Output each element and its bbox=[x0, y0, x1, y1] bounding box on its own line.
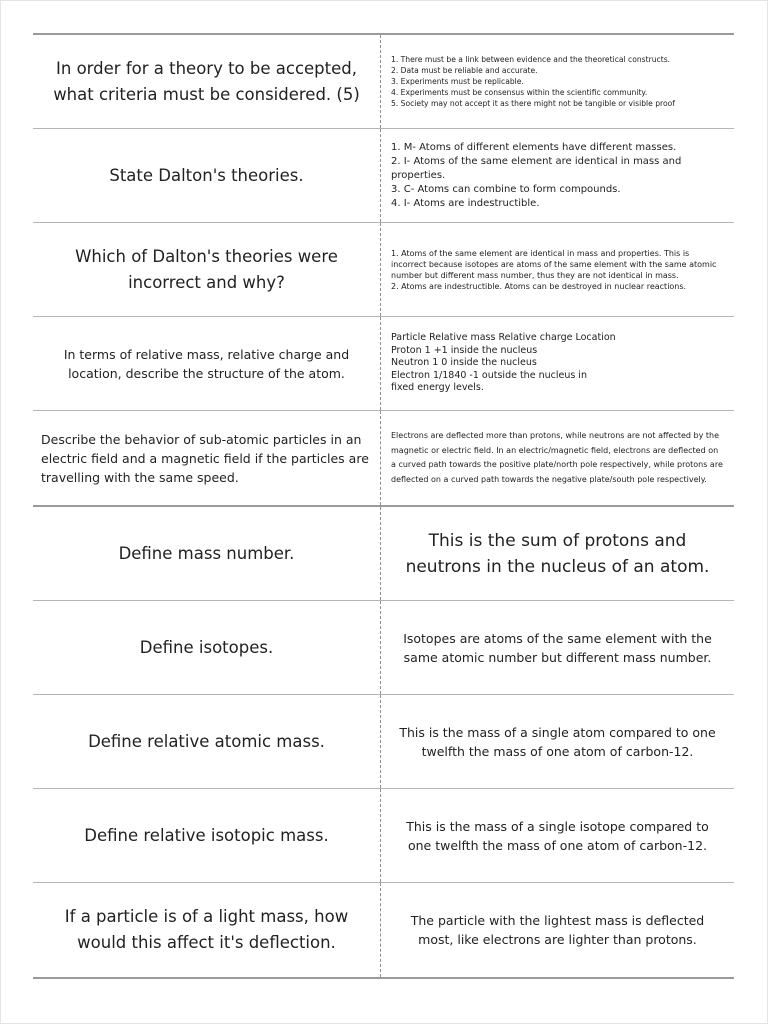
flashcard-question: State Dalton's theories. bbox=[33, 129, 381, 222]
flashcard-answer: Isotopes are atoms of the same element with the same atomic number but different mass number. bbox=[403, 630, 712, 665]
flashcard-answer: This is the mass of a single isotope compared to one twelfth the mass of one atom of carbon-12. bbox=[406, 818, 709, 853]
flashcard bbox=[33, 601, 734, 695]
flashcard-group-bottom bbox=[33, 507, 734, 979]
flashcard bbox=[33, 789, 734, 883]
flashcard-answer: The particle with the lightest mass is deflected most, like electrons are lighter than protons. bbox=[410, 913, 705, 947]
flashcard-answer: 1. There must be a link between evidence and the theoretical constructs. 2. Data must be reliable and accurate. 3. Experiments must be replicable. 4. Experiments must be consensus within the scientific community. 5. Society may not accept it as there might not be tangible or visible proof bbox=[391, 55, 675, 108]
flashcard bbox=[33, 35, 734, 129]
flashcard-question: Define isotopes. bbox=[33, 601, 381, 694]
flashcard-question: Define relative atomic mass. bbox=[33, 695, 381, 788]
flashcard-answer: 1. Atoms of the same element are identical in mass and properties. This is incorrect because isotopes are atoms of the same element with the same atomic number but different mass number, thus they are not identical in mass. 2. Atoms are indestructible. Atoms can be destroyed in nuclear reactions. bbox=[391, 248, 717, 291]
flashcard-question: Which of Dalton's theories were incorrect and why? bbox=[33, 223, 381, 316]
flashcard-question: Define relative isotopic mass. bbox=[33, 789, 381, 882]
flashcard-answer: This is the sum of protons and neutrons in the nucleus of an atom. bbox=[405, 530, 710, 577]
flashcard-answer: This is the mass of a single atom compared to one twelfth the mass of one atom of carbon-12. bbox=[399, 724, 716, 759]
flashcard bbox=[33, 317, 734, 411]
flashcard-question: Describe the behavior of sub-atomic particles in an electric field and a magnetic field if the particles are travelling with the same speed. bbox=[33, 411, 381, 505]
flashcard-question: If a particle is of a light mass, how would this affect it's deflection. bbox=[33, 883, 381, 977]
flashcard bbox=[33, 695, 734, 789]
flashcard bbox=[33, 411, 734, 505]
flashcard-answer: Electrons are deflected more than protons, while neutrons are not affected by the magnetic or electric field. In an electric/magnetic field, electrons are deflected on a curved path towards the positive plate/north pole respectively, while protons are deflected on a curved path towards the negative plate/south pole respectively. bbox=[391, 431, 723, 484]
flashcard-sheet bbox=[33, 33, 734, 979]
flashcard-answer: Particle Relative mass Relative charge Location Proton 1 +1 inside the nucleus Neutron 1 0 inside the nucleus Electron 1/1840 -1 outside the nucleus in fixed energy levels. bbox=[391, 332, 616, 394]
flashcard bbox=[33, 129, 734, 223]
flashcard-question: In order for a theory to be accepted, what criteria must be considered. (5) bbox=[33, 35, 381, 128]
flashcard-group-top bbox=[33, 33, 734, 507]
flashcard-answer: 1. M- Atoms of different elements have different masses. 2. I- Atoms of the same element are identical in mass and properties. 3. C- Atoms can combine to form compounds. 4. I- Atoms are indestructible. bbox=[391, 141, 682, 209]
flashcard-question: In terms of relative mass, relative charge and location, describe the structure of the atom. bbox=[33, 317, 381, 410]
flashcard bbox=[33, 883, 734, 977]
flashcard-question: Define mass number. bbox=[33, 507, 381, 600]
flashcard bbox=[33, 223, 734, 317]
flashcard bbox=[33, 507, 734, 601]
